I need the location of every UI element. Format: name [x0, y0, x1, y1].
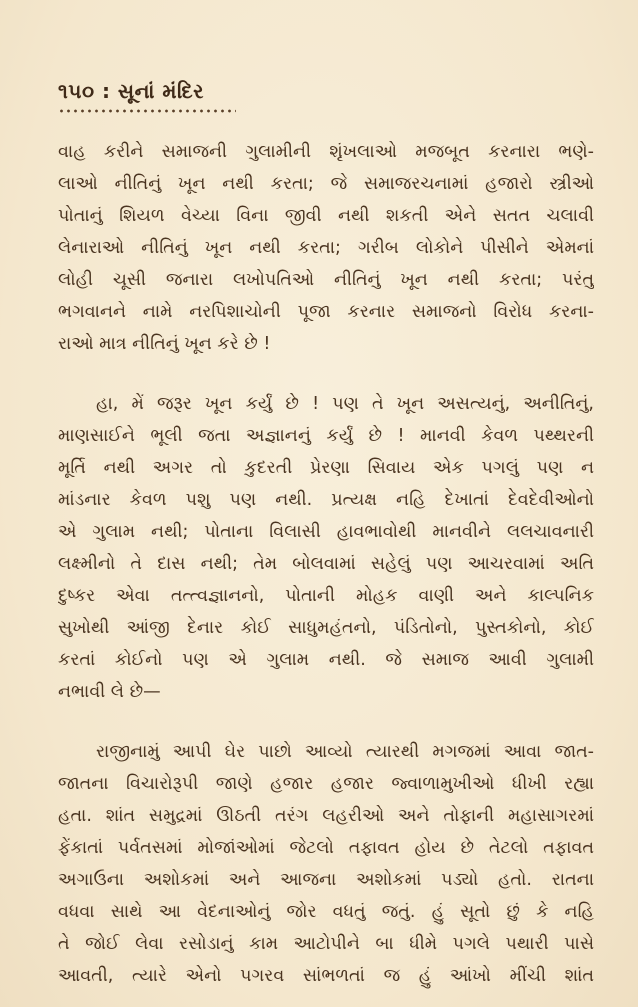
text-line: તે જોઈ લેવા રસોડાનું કામ આટોપીને બા ધીમે પગલે પથારી પાસે	[58, 934, 594, 954]
text-line: માંડનાર કેવળ પશુ પણ નથી. પ્રત્યક્ષ નહિ દેખાતાં દેવદેવીઓનો	[58, 490, 594, 510]
text-line: સુખોથી આંજી દેનાર કોઈ સાધુમહંતનો, પંડિતોનો, પુસ્તકોનો, કોઈ	[58, 618, 594, 638]
text-line: વાહ કરીને સમાજની ગુલામીની શૃંખલાઓ મજબૂત કરનારા ભણે-	[58, 142, 594, 162]
paragraph-2	[58, 388, 594, 708]
paragraph-1	[58, 136, 594, 360]
text-line: જાતના વિચારોરૂપી જાણે હજાર હજાર જ્વાળામુખીઓ ધીખી રહ્યા	[58, 774, 594, 794]
page-header	[58, 78, 594, 114]
text-line: લક્ષ્મીનો તે દાસ નથી; તેમ બોલવામાં સહેલું પણ આચરવામાં અતિ	[58, 554, 594, 574]
text-line: હતા. શાંત સમુદ્રમાં ઊઠતી તરંગ લહરીઓ અને તોફાની મહાસાગરમાં	[58, 806, 594, 826]
dotted-divider	[58, 108, 236, 114]
text-line: લેનારાઓ નીતિનું ખૂન નથી કરતા; ગરીબ લોકોને પીસીને એમનાં	[58, 238, 594, 258]
text-line: લોહી ચૂસી જનારા લખોપતિઓ નીતિનું ખૂન નથી કરતા; પરંતુ	[58, 270, 594, 290]
text-line: દુષ્કર એવા તત્ત્વજ્ઞાનનો, પોતાની મોહક વાણી અને કાલ્પનિક	[58, 586, 594, 606]
text-line: આવતી, ત્યારે એનો પગરવ સાંભળતાં જ હું આંખો મીંચી શાંત	[58, 966, 594, 986]
text-line: કરતાં કોઈનો પણ એ ગુલામ નથી. જે સમાજ આવી ગુલામી	[58, 650, 594, 670]
text-line: રાજીનામું આપી ઘેર પાછો આવ્યો ત્યારથી મગજમાં આવા જાત-	[96, 742, 594, 762]
text-line: લાઓ નીતિનું ખૂન નથી કરતા; જે સમાજરચનામાં હજારો સ્ત્રીઓ	[58, 174, 594, 194]
text-line: અગાઉના અશોકમાં અને આજના અશોકમાં પડ્યો હતો. રાતના	[58, 870, 594, 890]
text-line: રાઓ માત્ર નીતિનું ખૂન કરે છે !	[58, 334, 271, 354]
text-line: નભાવી લે છે—	[58, 682, 161, 702]
text-line: હા, મેં જરૂર ખૂન કર્યું છે ! પણ તે ખૂન અસત્યનું, અનીતિનું,	[96, 394, 594, 414]
text-line: એ ગુલામ નથી; પોતાના વિલાસી હાવભાવોથી માનવીને લલચાવનારી	[58, 522, 594, 542]
paragraph-3	[58, 736, 594, 992]
page-number-and-chapter-title: ૧૫૦ : સૂનાં મંદિર	[58, 79, 205, 103]
text-line: ભગવાનને નામે નરપિશાચોની પૂજા કરનાર સમાજનો વિરોધ કરના-	[58, 302, 594, 322]
text-line: માણસાઈને ભૂલી જતા અજ્ઞાનનું કર્યું છે ! માનવી કેવળ પથ્થરની	[58, 426, 594, 446]
text-line: મૂર્તિ નથી અગર તો કુદરતી પ્રેરણા સિવાય એક પગલું પણ ન	[58, 458, 594, 478]
text-line: વધવા સાથે આ વેદનાઓનું જોર વધતું જતું. હું સૂતો છું કે નહિ	[58, 902, 594, 922]
text-line: ફેંકાતાં પર્વતસમાં મોજાંઓમાં જેટલો તફાવત હોય છે તેટલો તફાવત	[58, 838, 594, 858]
text-line: પોતાનું શિયળ વેચ્યા વિના જીવી નથી શકતી એને સતત ચલાવી	[58, 206, 594, 226]
